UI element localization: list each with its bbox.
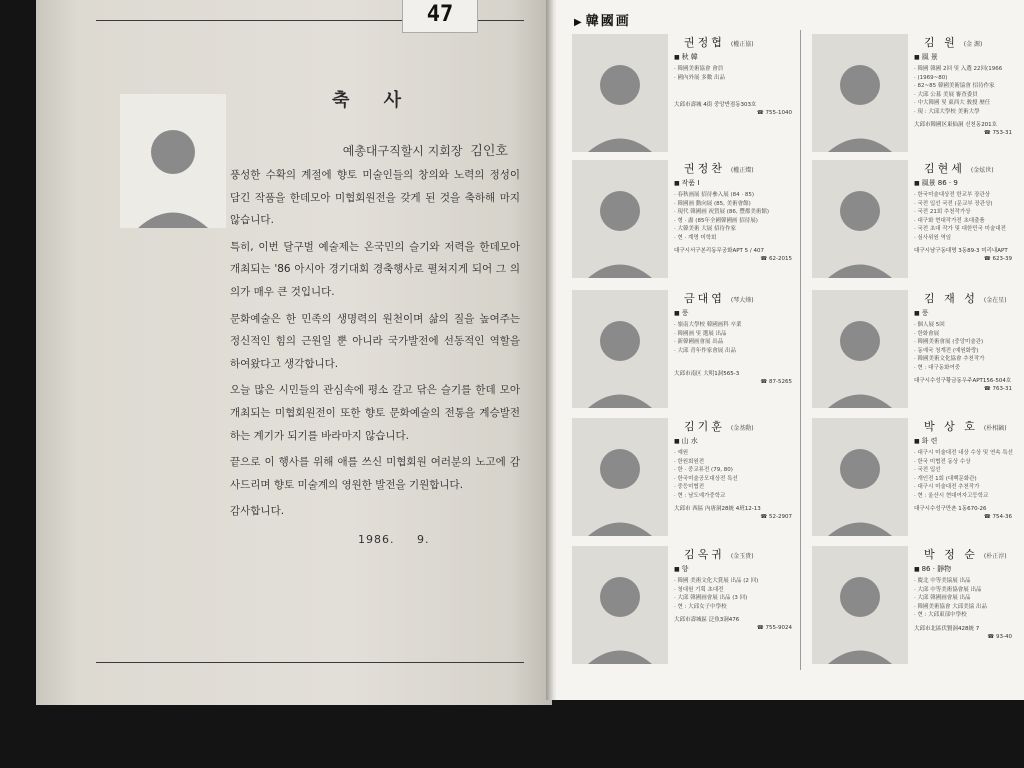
artist-photo <box>812 290 908 408</box>
artist-entry <box>812 160 1024 282</box>
artist-entry <box>812 34 1024 156</box>
artist-category: ■ 향 <box>674 564 806 574</box>
artist-category: ■ 작품 Ⅰ <box>674 178 806 188</box>
artist-category: ■ 山 水 <box>674 436 806 446</box>
artist-name: 박 상 호 (朴相鎬) <box>924 420 1007 433</box>
artist-info <box>674 546 806 631</box>
artist-info <box>914 418 1024 520</box>
artist-photo <box>812 160 908 278</box>
artist-career: · 예원 · 한원회원전 · 한 · 중교류전 (79, 80) · 한국미술공모대상전 특선 · 중등미협전 · 현 : 남도예가중학교 <box>674 450 738 499</box>
artist-photo <box>812 418 908 536</box>
artist-phone: ☎ 93-40 <box>914 634 1024 640</box>
artist-name: 김현세 (金炫世) <box>924 162 994 175</box>
section-header <box>574 10 631 29</box>
artist-name: 김 원 (金 源) <box>924 36 983 49</box>
artist-info <box>914 546 1024 640</box>
artist-entry <box>572 290 808 412</box>
date-line <box>358 533 448 546</box>
right-page <box>556 0 1024 700</box>
artist-address: 大邱市韓國区東仙洞 신천동201호 <box>914 122 997 128</box>
artist-entry <box>572 34 808 156</box>
paragraph: 특히, 이번 달구벌 예술제는 온국민의 슬기와 저력을 한데모아 개최되는 '86 아시아 경기대회 경축행사로 펼쳐지게 되어 그 의의가 매우 큰 것입니다. <box>230 240 520 298</box>
artist-category: ■ 풍 <box>914 308 1024 318</box>
page-number: 47 <box>402 0 478 33</box>
artist-address: 大邱市南区 大明1洞565-3 <box>674 371 740 377</box>
artist-name: 김옥귀 (金玉貴) <box>684 548 754 561</box>
artist-photo <box>572 34 668 152</box>
triangle-arrow-icon: ▶ <box>574 17 582 28</box>
artist-name: 김 재 성 (金在星) <box>924 292 1007 305</box>
artist-address: 大邱市北區伏賢洞428統 7 <box>914 625 980 632</box>
artist-photo <box>812 34 908 152</box>
author-line <box>343 140 508 159</box>
artist-career: · 韓國美術協會 會員 · 國內外展 多數 出品 <box>674 66 725 81</box>
left-page <box>36 0 552 705</box>
artist-phone: ☎ 755-9024 <box>674 625 806 631</box>
page-title: 축 사 <box>332 90 416 111</box>
paragraph: 끝으로 이 행사를 위해 애를 쓰신 미협회원 여러분의 노고에 감사드리며 향토 미술계의 영원한 발전을 기원합니다. <box>230 456 520 491</box>
artist-info <box>674 290 806 385</box>
artist-career: · 個人展 5回 · 한화會展 · 韓國美術會展 (중앙미술관) · 동예국 청계전 (예원화랑) · 韓國美術文化協會 추천작가 · 현 : 대구동화여중 <box>914 322 985 371</box>
artist-address: 대구시남구동대명 3동89-3 미리내APT <box>914 248 1008 254</box>
artist-address: 大邱市 西區 內唐洞28統 4班12-13 <box>674 506 761 512</box>
artist-info <box>674 34 806 116</box>
artist-entry <box>572 546 808 668</box>
artist-phone: ☎ 52-2907 <box>674 514 806 520</box>
artist-info <box>914 290 1024 392</box>
artist-entry <box>812 418 1024 540</box>
artist-photo <box>572 546 668 664</box>
bottom-rule <box>96 662 524 663</box>
artist-career: · 韓國 美術文化大賞展 出品 (2 回) · 청대원 기획 초대전 · 大邱 韓國画會展 出品 (3 回) · 현 : 大邱女子中學校 <box>674 578 759 610</box>
artist-photo <box>572 160 668 278</box>
artist-phone: ☎ 754-36 <box>914 514 1024 520</box>
artist-info <box>674 160 806 262</box>
artist-career: · 한국미술대상전 한교부 장관상 · 국전 입선 국전 (문교부 장관상) · 국전 21회 추천작가상 · 대구화 현대작가전 초대출품 · 국전 초대 작가 및 대한민국 미술대전 · 심사위원 역임 <box>914 192 1006 241</box>
artist-info <box>674 418 806 520</box>
date-month: 9. <box>417 533 430 546</box>
paragraph: 오늘 많은 시민들의 관심속에 평소 갈고 닦은 슬기를 한데 모아 개최되는 미협회원전이 또한 향토 문화예술의 전통을 계승발전하는 계기가 되기를 바라마지 않습니다. <box>230 384 520 442</box>
artist-address: 大邱市壽城 4街 중앙반점동303호 <box>674 102 757 108</box>
artist-career: · 대구시 미술대전 내상 수상 및 연속 특선 · 한국 미협전 동상 수상 · 국전 입선 · 개인전 1회 (대백문화관) · 대구시 미술대전 추천작가 · 현 : 울산시 현대여자고등학교 <box>914 450 1013 499</box>
date-year: 1986. <box>358 533 395 546</box>
author-title: 예총대구직할시 지회장 <box>342 144 463 158</box>
artist-category: ■ 86 · 靜物 <box>914 564 1024 574</box>
artist-career: · 慶北 中等美協展 出品 · 大邱 中等美術協會展 出品 · 大邱 韓國画會展 出品 · 韓國美術協會 大邱美協 出品 · 현 : 大邱東部中學校 <box>914 578 987 618</box>
artist-name: 김기훈 (金基勳) <box>684 420 754 433</box>
artist-name: 권정협 (權正協) <box>684 36 754 49</box>
artist-career: · 韓國 韓國 2回 및 入選 22回(1966 · (1969~80) · 82~85 韓國美術協會 招待作家 · 大邱 公募 美展 審査委員 · 中大韓國 및 東西大 敎授 歴任 · 現 : 大邱大學校 美術大學 <box>914 66 1003 115</box>
artist-name: 금대엽 (琴大燁) <box>684 292 754 305</box>
artist-info <box>914 160 1024 262</box>
paragraph: 문화예술은 한 민족의 생명력의 원천이며 삶의 질을 높여주는 정신적인 힘의 근원일 뿐 아니라 국가발전에 선동적인 역할을 하여왔다고 생각합니다. <box>230 312 520 370</box>
artist-name: 박 정 순 (朴正淳) <box>924 548 1007 561</box>
artist-photo <box>572 418 668 536</box>
section-title: 韓國画 <box>585 14 631 29</box>
artist-photo <box>812 546 908 664</box>
paragraph: 풍성한 수확의 계절에 향토 미술인들의 창의와 노력의 정성이 담긴 작품을 한데모아 미협회원전을 갖게 된 것을 축하해 마지않습니다. <box>230 169 520 227</box>
paragraph: 감사합니다. <box>230 505 285 518</box>
congratulatory-text <box>230 164 520 523</box>
artist-phone: ☎ 753-31 <box>914 130 1024 136</box>
artist-entry <box>572 160 808 282</box>
artist-phone: ☎ 755-1040 <box>674 110 806 116</box>
artist-address: 大邱市壽城區 泛魚3洞476 <box>674 617 740 623</box>
artist-category: ■ 풍 <box>674 308 806 318</box>
artist-photo <box>572 290 668 408</box>
artist-address: 대구시수성구만촌 1동670-26 <box>914 506 987 512</box>
artist-career: · 嶺南大學校 韓國画科 卒業 · 韓國画 및 選展 出品 · 新韓國画會展 出品 · 大邱 青年作家會展 出品 <box>674 322 742 354</box>
artist-phone: ☎ 87-5265 <box>674 379 806 385</box>
artist-category: ■ 風 景 <box>914 52 1024 62</box>
artist-category: ■ 秋 韓 <box>674 52 806 62</box>
artist-address: 대구시서구본리동무궁화APT 5 / 407 <box>674 248 764 254</box>
artist-phone: ☎ 62-2015 <box>674 256 806 262</box>
artist-phone: ☎ 623-39 <box>914 256 1024 262</box>
author-photo <box>120 94 226 228</box>
artist-category: ■ 화 련 <box>914 436 1024 446</box>
artist-name: 권정찬 (權正燦) <box>684 162 754 175</box>
artist-info <box>914 34 1024 136</box>
artist-entry <box>812 290 1024 412</box>
author-name: 김인호 <box>470 144 508 159</box>
artist-career: · 春秋画展 招待參入展 (84 · 85) · 韓國画 動向展 (85, 美術會館) · 現代 韓國画 祝賀展 (86, 豐都美術館) · 형 · 畵 (85年全國韓國画 招待展) · 大韓美術 大展 招待作家 · 현 · 계명 미학회 <box>674 192 770 241</box>
artist-category: ■ 風景 86 · 9 <box>914 178 1024 188</box>
artist-address: 대구시수성구황금동우주APT156-504호 <box>914 378 1012 384</box>
artist-entry <box>572 418 808 540</box>
artist-entry <box>812 546 1024 668</box>
artist-phone: ☎ 763-31 <box>914 386 1024 392</box>
